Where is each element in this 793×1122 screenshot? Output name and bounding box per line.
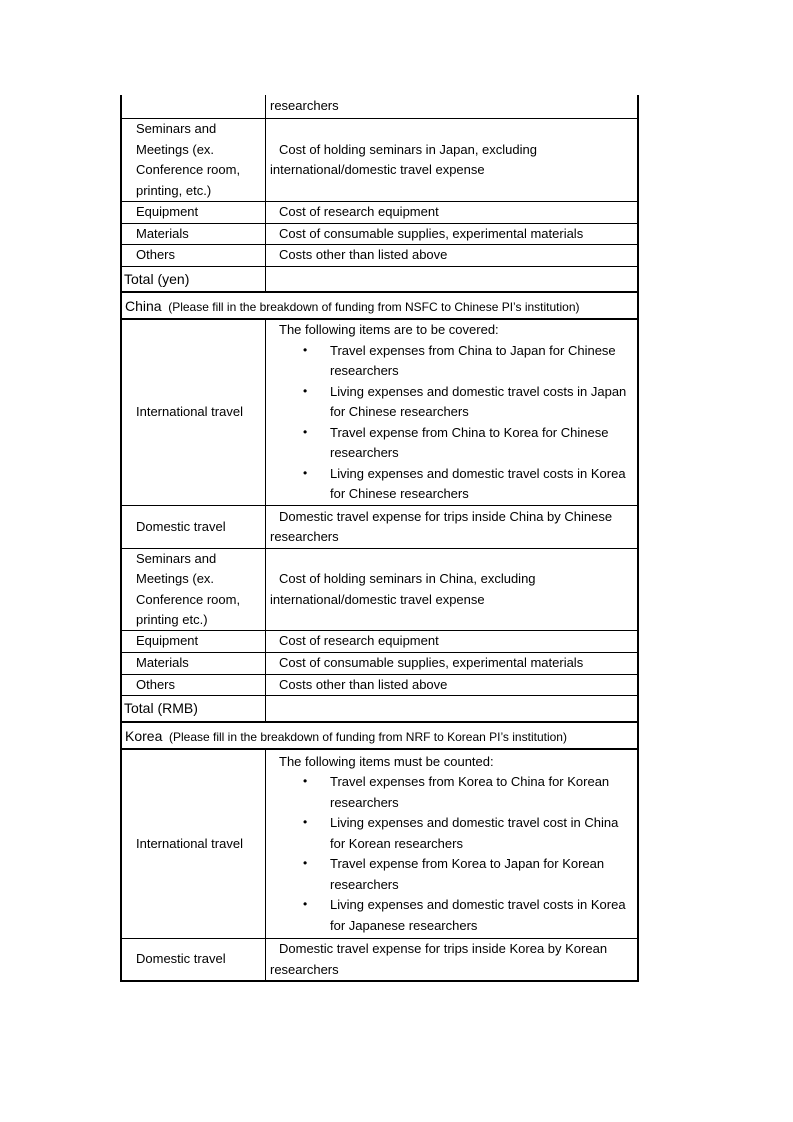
cell-total-value-empty bbox=[266, 267, 637, 291]
row-desc: Cost of holding seminars in Japan, excluding international/domestic travel expense bbox=[270, 141, 537, 177]
table-row-international-china bbox=[122, 320, 637, 506]
cell-desc bbox=[266, 631, 637, 652]
cell-desc bbox=[266, 653, 637, 674]
row-desc: Cost of research equipment bbox=[279, 204, 439, 220]
bullet-item: • Living expenses and domestic travel cost in China for Korean researchers bbox=[330, 813, 633, 854]
bullet-item: • Travel expense from China to Korea for Chinese researchers bbox=[330, 423, 633, 464]
bullet-item: • Travel expenses from China to Japan for Chinese researchers bbox=[330, 341, 633, 382]
section-header-china bbox=[122, 291, 637, 320]
cell-label bbox=[122, 675, 266, 695]
cell-label bbox=[122, 119, 266, 201]
cell-desc bbox=[266, 549, 637, 630]
cell-label bbox=[122, 939, 266, 980]
row-label: Others bbox=[136, 247, 176, 263]
row-desc: Cost of consumable supplies, experimental materials bbox=[279, 225, 584, 241]
bullets-intro: The following items are to be covered: bbox=[279, 322, 499, 338]
row-label: International travel bbox=[136, 835, 243, 851]
row-label: Domestic travel bbox=[136, 951, 226, 967]
table-row-others-japan bbox=[122, 245, 637, 267]
table-row-total-yen bbox=[122, 267, 637, 291]
cell-total-label bbox=[122, 696, 266, 721]
row-label: Others bbox=[136, 676, 176, 692]
bullet-list bbox=[270, 341, 633, 505]
table-row-materials-japan bbox=[122, 224, 637, 245]
table-row-equipment-china bbox=[122, 631, 637, 653]
cell-desc bbox=[266, 245, 637, 266]
continuation-text: researchers bbox=[270, 98, 339, 114]
table-row-others-china bbox=[122, 675, 637, 696]
cell-label bbox=[122, 653, 266, 674]
cell-label-empty bbox=[122, 95, 266, 118]
cell-total-value-empty bbox=[266, 696, 637, 721]
cell-desc bbox=[266, 750, 637, 938]
cell-label bbox=[122, 631, 266, 652]
section-country: China bbox=[125, 297, 162, 314]
row-desc: Costs other than listed above bbox=[279, 676, 448, 692]
cell-label bbox=[122, 506, 266, 548]
bullet-item: • Living expenses and domestic travel costs in Korea for Japanese researchers bbox=[330, 895, 633, 936]
cell-label bbox=[122, 245, 266, 266]
total-label: Total (RMB) bbox=[124, 700, 198, 717]
row-desc: Domestic travel expense for trips inside Korea by Korean researchers bbox=[270, 941, 608, 977]
row-desc: Cost of research equipment bbox=[279, 633, 439, 649]
cell-label bbox=[122, 549, 266, 630]
table-row-international-korea bbox=[122, 750, 637, 939]
section-header-text bbox=[125, 728, 567, 744]
row-desc: Cost of holding seminars in China, excluding international/domestic travel expense bbox=[270, 571, 536, 607]
row-label: Seminars and Meetings (ex. Conference room, printing, etc.) bbox=[136, 121, 241, 198]
row-label: International travel bbox=[136, 404, 243, 420]
table-row-domestic-korea bbox=[122, 939, 637, 980]
cell-desc bbox=[266, 320, 637, 505]
table-row-materials-china bbox=[122, 653, 637, 675]
row-desc: Domestic travel expense for trips inside China by Chinese researchers bbox=[270, 508, 613, 544]
cell-desc-continuation bbox=[266, 95, 637, 118]
table-row-domestic-china bbox=[122, 506, 637, 549]
cell-desc bbox=[266, 506, 637, 548]
cell-desc bbox=[266, 224, 637, 244]
funding-breakdown-table bbox=[120, 95, 639, 982]
row-label: Equipment bbox=[136, 204, 199, 220]
row-label: Seminars and Meetings (ex. Conference room, printing etc.) bbox=[136, 550, 241, 627]
cell-desc bbox=[266, 119, 637, 201]
cell-label bbox=[122, 224, 266, 244]
row-label: Equipment bbox=[136, 633, 199, 649]
table-row-seminars-china bbox=[122, 549, 637, 631]
table-row-total-rmb bbox=[122, 696, 637, 721]
row-desc: Costs other than listed above bbox=[279, 247, 448, 263]
cell-desc bbox=[266, 202, 637, 223]
section-header-text bbox=[125, 298, 580, 314]
cell-total-label bbox=[122, 267, 266, 291]
row-label: Domestic travel bbox=[136, 518, 226, 534]
table-row-equipment-japan bbox=[122, 202, 637, 224]
bullet-item: • Living expenses and domestic travel costs in Korea for Chinese researchers bbox=[330, 464, 633, 505]
section-note: (Please fill in the breakdown of funding from NSFC to Chinese PI’s institution) bbox=[168, 299, 580, 314]
bullet-item: • Travel expense from Korea to Japan for Korean researchers bbox=[330, 854, 633, 895]
cell-desc bbox=[266, 675, 637, 695]
row-desc: Cost of consumable supplies, experimental materials bbox=[279, 655, 584, 671]
bullet-list bbox=[270, 772, 633, 936]
total-label: Total (yen) bbox=[124, 270, 190, 287]
bullet-item: • Living expenses and domestic travel costs in Japan for Chinese researchers bbox=[330, 382, 633, 423]
row-label: Materials bbox=[136, 225, 189, 241]
table-row-seminars-japan bbox=[122, 119, 637, 202]
cell-label bbox=[122, 750, 266, 938]
section-note: (Please fill in the breakdown of funding from NRF to Korean PI’s institution) bbox=[168, 729, 567, 744]
bullet-item: • Travel expenses from Korea to China for Korean researchers bbox=[330, 772, 633, 813]
table-row-continuation bbox=[122, 95, 637, 119]
cell-desc bbox=[266, 939, 637, 980]
cell-label bbox=[122, 202, 266, 223]
cell-label bbox=[122, 320, 266, 505]
row-label: Materials bbox=[136, 655, 189, 671]
section-header-korea bbox=[122, 721, 637, 750]
section-country: Korea bbox=[125, 727, 163, 744]
bullets-intro: The following items must be counted: bbox=[279, 753, 494, 769]
